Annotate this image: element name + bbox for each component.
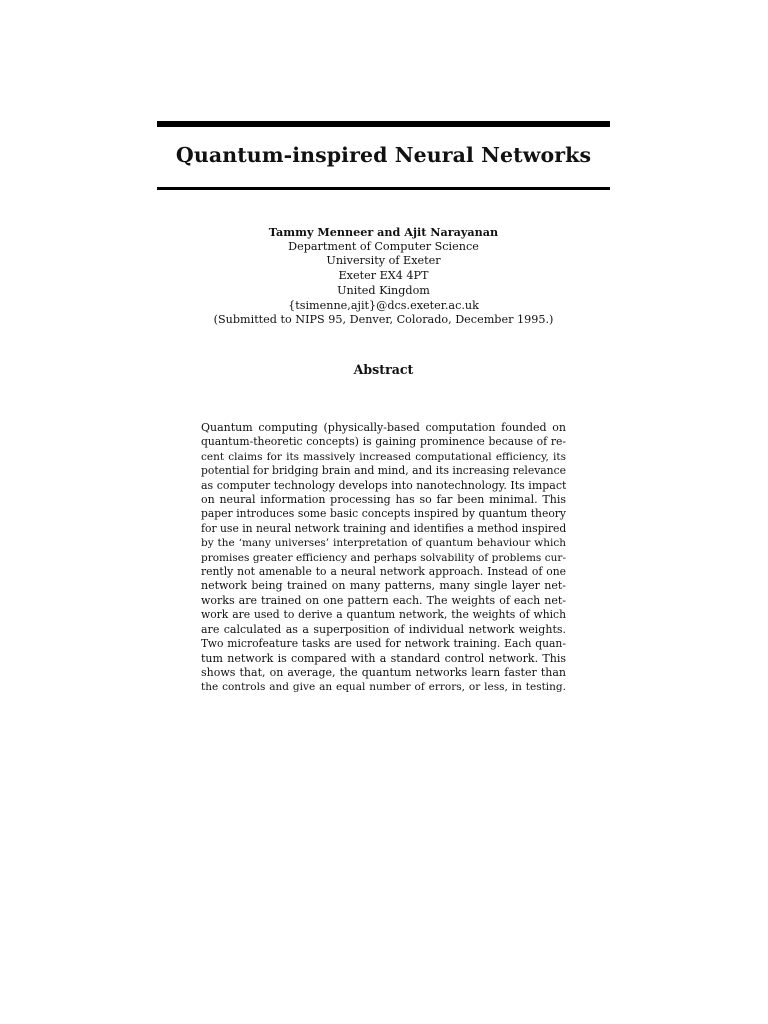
abstract-line: works are trained on one pattern each. The weights of each net- [201,593,566,607]
abstract-line: for use in neural network training and identifies a method inspired [201,521,566,535]
abstract-line: are calculated as a superposition of individual network weights. [201,622,566,636]
abstract-line: network being trained on many patterns, many single layer net- [201,579,566,593]
abstract-line: rently not amenable to a neural network approach. Instead of one [201,565,566,579]
abstract-line: tum network is compared with a standard control network. This [201,651,566,665]
affiliation-university: University of Exeter [326,254,441,268]
abstract-line: Two microfeature tasks are used for network training. Each quan- [201,637,566,651]
title-rule-bottom [157,187,610,190]
abstract-body [201,421,566,695]
abstract-line: on neural information processing has so far been minimal. This [201,493,566,507]
abstract-line: paper introduces some basic concepts inspired by quantum theory [201,507,566,521]
paper-title: Quantum-inspired Neural Networks [175,143,592,167]
author-block [157,225,610,328]
abstract-line: potential for bridging brain and mind, and its increasing relevance [201,464,566,478]
affiliation-city: Exeter EX4 4PT [338,269,429,283]
abstract-line: shows that, on average, the quantum networks learn faster than [201,665,566,679]
abstract-line: work are used to derive a quantum network, the weights of which [201,608,566,622]
abstract-line: by the ‘many universes’ interpretation of quantum behaviour which [201,537,566,550]
abstract-line: as computer technology develops into nanotechnology. Its impact [201,478,566,492]
abstract-line: the controls and give an equal number of errors, or less, in testing. [201,681,566,694]
abstract-line: promises greater efficiency and perhaps solvability of problems cur- [201,551,566,564]
affiliation-department: Department of Computer Science [288,239,479,253]
abstract-line: Quantum computing (physically-based computation founded on [201,421,566,434]
author-names: Tammy Menneer and Ajit Narayanan [268,225,499,239]
abstract-line: quantum-theoretic concepts) is gaining prominence because of re- [201,435,566,449]
author-email: {tsimenne,ajit}@dcs.exeter.ac.uk [288,298,479,312]
submission-note: (Submitted to NIPS 95, Denver, Colorado, December 1995.) [213,313,554,327]
title-rule-top [157,121,610,127]
abstract-line: cent claims for its massively increased computational efficiency, its [201,450,566,463]
abstract-heading: Abstract [353,362,414,377]
affiliation-country: United Kingdom [337,283,430,297]
